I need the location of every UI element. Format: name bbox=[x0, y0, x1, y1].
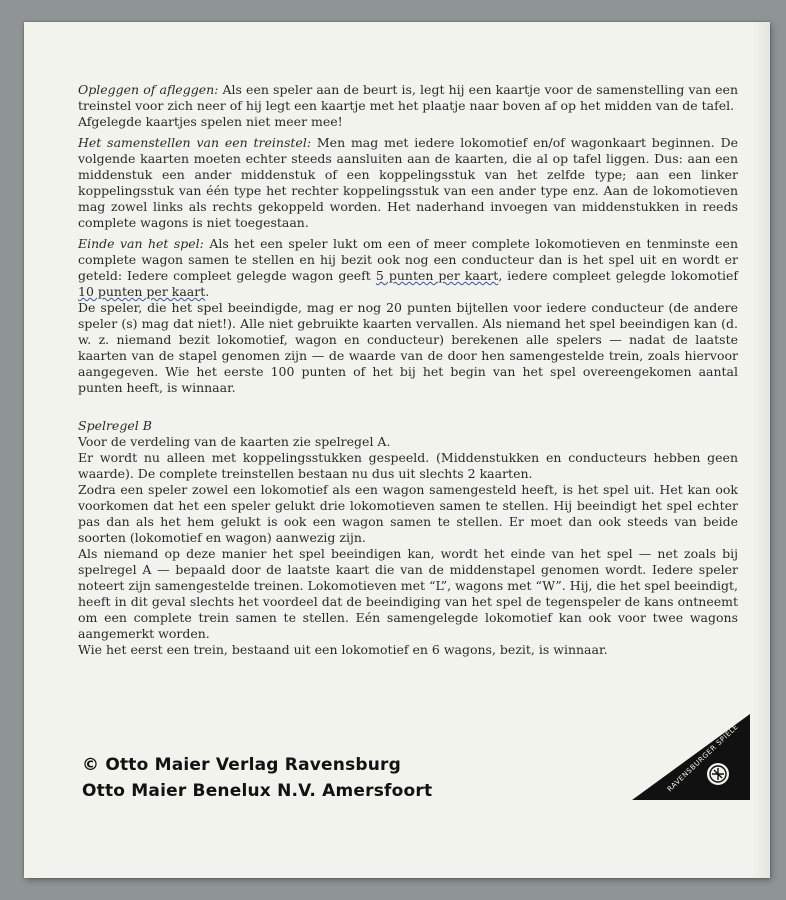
paragraph-b-5: Wie het eerst een trein, bestaand uit een lokomotief en 6 wagons, bezit, is winnaar. bbox=[78, 642, 608, 657]
paragraph-einde bbox=[78, 236, 738, 300]
credit-line-ravensburg: © Otto Maier Verlag Ravensburg bbox=[82, 755, 402, 775]
heading-text: Spelregel B bbox=[78, 418, 152, 433]
document-page bbox=[24, 22, 770, 878]
underlined-points-lokomotief: 10 punten per kaart bbox=[78, 284, 206, 299]
paragraph-text: Men mag met iedere lokomotief en/of wagonkaart beginnen. De volgende kaarten moeten echter steeds aansluiten aan de kaarten, die al op tafel liggen. Dus: aan een middenstuk een ander middenstuk of een koppelingsstuk van het zelfde type; aan een linker koppelingsstuk van één type het rechter koppelingsstuk van een ander type enz. Aan de lokomotieven mag zowel links als rechts gekoppeld worden. Het naderhand invoegen van middenstukken in reeds complete wagons is niet toegestaan. bbox=[78, 135, 738, 230]
paragraph-b-1: Voor de verdeling van de kaarten zie spelregel A. bbox=[78, 434, 391, 449]
paragraph-samenstellen bbox=[78, 135, 738, 231]
logo-text: RAVENSBURGER SPIELE bbox=[665, 722, 741, 794]
paragraph-b-4: Als niemand op deze manier het spel beeindigen kan, wordt het einde van het spel — net zoals bij spelregel A — bepaald door de laatste kaart die van de middenstapel genomen wordt. Iedere speler noteert zijn samengestelde treinen. Lokomotieven met “L”, wagons met “W”. Hij, die het spel beeindigt, heeft in dit geval slechts het voordeel dat de beeindiging van het spel de tegenspeler de kans ontneemt om een complete trein samen te stellen. Eén samengelegde lokomotief kan ook voor twee wagons aangemerkt worden. bbox=[78, 546, 738, 641]
underlined-points-wagon: 5 punten per kaart bbox=[375, 268, 499, 283]
paragraph-text: Afgelegde kaartjes spelen niet meer mee! bbox=[78, 114, 343, 129]
heading-samenstellen: Het samenstellen van een treinstel: bbox=[78, 135, 312, 150]
heading-spelregel-b bbox=[78, 418, 738, 434]
ravensburger-emblem-icon bbox=[707, 763, 729, 785]
paragraph-opleggen bbox=[78, 82, 738, 130]
paragraph-conducteur: De speler, die het spel beeindigde, mag er nog 20 punten bijtellen voor iedere conducteur (de andere speler (s) mag dat niet!). Alle niet gebruikte kaarten vervallen. Als niemand het spel beeindigen kan (d. w. z. niemand bezit lokomotief, wagon en conducteur) berekenen alle spelers — nadat de laatste kaarten van de stapel genomen zijn — de waarde van de door hen samengestelde trein, zoals hiervoor aangegeven. Wie het eerste 100 punten of het bij het begin van het spel overeengekomen aantal punten heeft, is winnaar. bbox=[78, 300, 738, 395]
credit-line-amersfoort: Otto Maier Benelux N.V. Amersfoort bbox=[82, 781, 433, 801]
paragraph-b-3: Zodra een speler zowel een lokomotief als een wagon samengesteld heeft, is het spel uit. Het kan ook voorkomen dat het een speler gelukt drie lokomotieven samen te stellen. Hij beeindigt het spel echter pas dan als het hem gelukt is ook een wagon samen te stellen. Er moet dan ook steeds van beide soorten (lokomotief en wagon) aanwezig zijn. bbox=[78, 482, 738, 545]
publisher-credits bbox=[82, 752, 432, 804]
paragraph-b-2: Er wordt nu alleen met koppelingsstukken gespeeld. (Middenstukken en conducteurs hebben geen waarde). De complete treinstellen bestaan nu dus uit slechts 2 kaarten. bbox=[78, 450, 738, 481]
paragraph-text: Als een speler aan de beurt is, legt hij een kaartje voor de samenstelling van een treinstel voor zich neer of hij legt een kaartje met het plaatje naar boven af op het midden van de tafel. bbox=[78, 82, 738, 113]
paragraph-text: Als het een speler lukt om een of meer complete lokomotieven en tenminste een complete wagon samen te stellen en hij bezit ook nog een conducteur dan is het spel uit en wordt er geteld: Iedere compleet gelegde wagon geeft bbox=[78, 236, 739, 283]
paragraph-text: . bbox=[205, 284, 210, 299]
heading-einde: Einde van het spel: bbox=[78, 236, 204, 251]
paragraph-text: , iedere compleet gelegde lokomotief bbox=[498, 268, 738, 283]
heading-opleggen: Opleggen of afleggen: bbox=[78, 82, 219, 97]
ravensburger-logo bbox=[632, 714, 750, 800]
rules-text bbox=[78, 82, 738, 658]
